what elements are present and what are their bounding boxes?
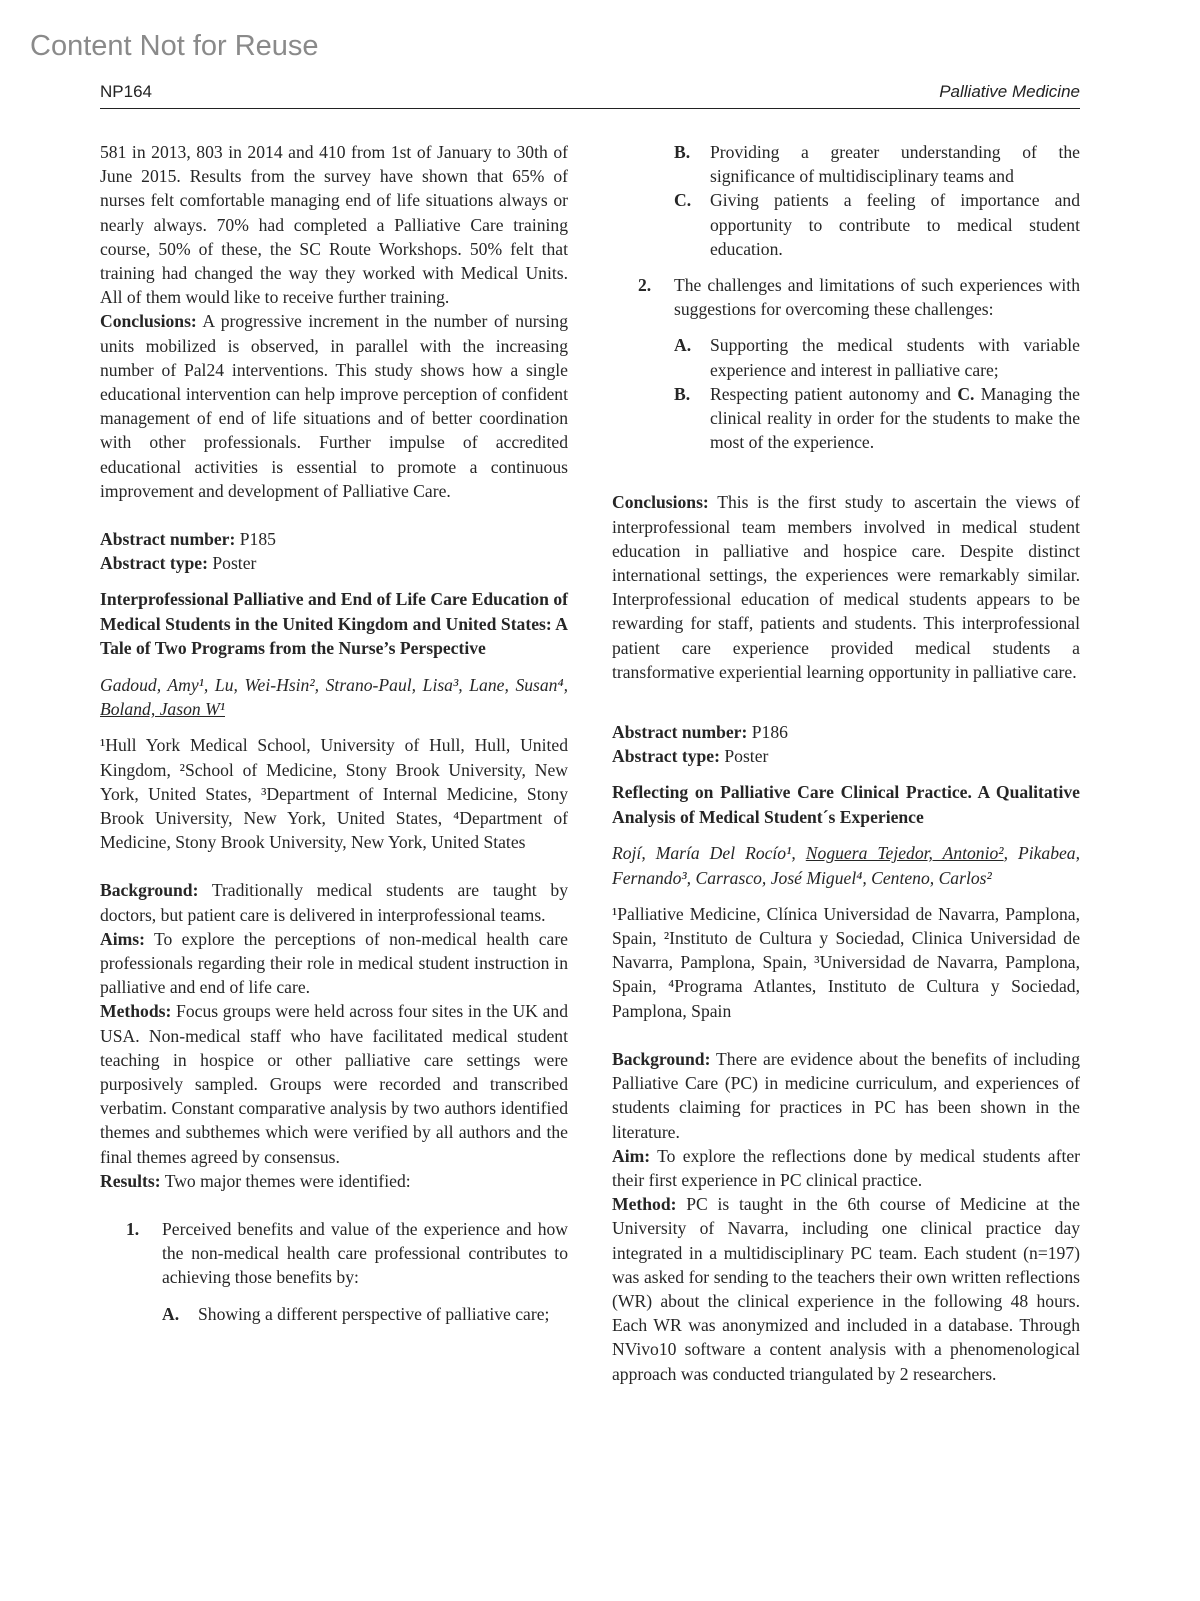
list-subitem-text: Providing a greater understanding of the significance of multidisciplinary teams and [710, 142, 1080, 187]
author-list [100, 673, 568, 721]
watermark: Content Not for Reuse [30, 30, 319, 62]
conclusions-label: Conclusions: [612, 492, 709, 513]
aim-paragraph [612, 1144, 1080, 1192]
right-column [612, 140, 1080, 1386]
presenting-author: Noguera Tejedor, Antonio² [805, 843, 1004, 864]
intro-paragraph: 581 in 2013, 803 in 2014 and 410 from 1st of January to 30th of June 2015. Results from the survey have shown that 65% of nurses felt comfortable managing end of life situations always or nearly always. 70% had completed a Palliative Care training course, 50% of these, the SC Route Workshops. 50% felt that training had changed the way they worked with Medical Units. All of them would like to receive further training. [100, 142, 568, 308]
list-subitem-text-part: Managing the clinical reality in order for the students to make the most of the experience. [710, 383, 1080, 453]
list-number: 1. [126, 1219, 140, 1240]
results-text: Two major themes were identified: [160, 1170, 411, 1191]
list-subitem [612, 333, 1080, 381]
abstract-type [612, 744, 1080, 768]
author-list [612, 841, 1080, 889]
list-letter: B. [674, 383, 691, 404]
abstract-number-value: P186 [747, 722, 788, 743]
abstract-number-label: Abstract number: [612, 722, 748, 743]
aims-paragraph [100, 927, 568, 1000]
list-item [100, 1217, 568, 1290]
list-subitem-text: Showing a different perspective of palliative care; [198, 1303, 550, 1324]
aims-label: Aims: [100, 928, 145, 949]
list-subitem [612, 382, 1080, 455]
authors-text: Rojí, María Del Rocío¹, [612, 843, 806, 864]
abstract-title: Interprofessional Palliative and End of Life Care Education of Medical Students in the United Kingdom and United States: A Tale of Two Programs from the Nurse’s Perspective [100, 589, 568, 659]
list-number: 2. [638, 275, 652, 296]
affiliations: ¹Hull York Medical School, University of Hull, Hull, United Kingdom, ²School of Medicine, Stony Brook University, New York, United States, ³Department of Internal Medicine, Stony Brook University, New York, United States, ⁴Department of Medicine, Stony Brook University, New York, United States [100, 735, 568, 853]
list-item-text: Perceived benefits and value of the experience and how the non-medical health care professional contributes to achieving those benefits by: [162, 1219, 568, 1288]
conclusions-text: This is the first study to ascertain the views of interprofessional team members involved in medical student education in palliative and hospice care. Despite distinct international settings, the experiences were remarkably similar. Interprofessional education of medical students appears to be rewarding for staff, patients and students. This interprofessional patient care experience provided medical students a transformative experiential learning opportunity in palliative care. [612, 492, 1080, 682]
list-subitem [612, 188, 1080, 261]
affiliations: ¹Palliative Medicine, Clínica Universidad de Navarra, Pamplona, Spain, ²Instituto de Cultura y Sociedad, Clinica Universidad de Navarra, Pamplona, Spain, ³Universidad de Navarra, Pamplona, Spain, ⁴Programa Atlantes, Instituto de Cultura y Sociedad, Pamplona, Spain [612, 903, 1080, 1021]
list-letter: A. [162, 1303, 180, 1324]
list-subitem [612, 140, 1080, 188]
conclusions-paragraph [100, 309, 568, 503]
background-text: Traditionally medical students are taught by doctors, but patient care is delivered in interprofessional teams. [100, 880, 568, 925]
authors-text: , Pikabea, Fernando³, Carrasco, José Miguel⁴, Centeno, Carlos² [612, 843, 1081, 888]
list-letter: A. [674, 335, 692, 356]
background-paragraph [612, 1047, 1080, 1144]
results-paragraph [100, 1169, 568, 1193]
method-text: PC is taught in the 6th course of Medicine at the University of Navarra, including one clinical practice day integrated in a multidisciplinary PC team. Each student (n=197) was asked for sending to the teachers their own written reflections (WR) about the clinical experience in the following 48 hours. Each WR was anonymized and included in a database. Through NVivo10 software a content analysis with a phenomenological approach was conducted triangulated by 2 researchers. [612, 1194, 1080, 1384]
results-label: Results: [100, 1170, 161, 1191]
list-subitem-text: Supporting the medical students with variable experience and interest in palliative care; [710, 335, 1080, 380]
abstract-type [100, 551, 568, 575]
authors-text: Gadoud, Amy¹, Lu, Wei-Hsin², Strano-Paul, Lisa³, Lane, Susan⁴, [100, 674, 568, 695]
abstract-type-value: Poster [719, 746, 769, 767]
journal-name: Palliative Medicine [939, 82, 1080, 101]
aim-text: To explore the reflections done by medical students after their first experience in PC clinical practice. [612, 1145, 1080, 1190]
method-paragraph [612, 1192, 1080, 1386]
methods-text: Focus groups were held across four sites in the UK and USA. Non-medical staff who have facilitated medical student teaching in hospice or other palliative care settings were purposively sampled. Groups were recorded and transcribed verbatim. Constant comparative analysis by two authors identified themes and subthemes which were verified by all authors and the final themes agreed by consensus. [100, 1001, 568, 1167]
background-text: There are evidence about the benefits of including Palliative Care (PC) in medicine curriculum, and experiences of students claiming for practices in PC has been shown in the literature. [612, 1048, 1080, 1142]
left-column [100, 140, 568, 1326]
abstract-type-label: Abstract type: [612, 746, 720, 767]
abstract-type-label: Abstract type: [100, 553, 208, 574]
abstract-title: Reflecting on Palliative Care Clinical Practice. A Qualitative Analysis of Medical Student´s Experience [612, 782, 1080, 827]
list-item [612, 273, 1080, 321]
abstract-number-label: Abstract number: [100, 529, 236, 550]
abstract-type-value: Poster [207, 553, 257, 574]
methods-label: Methods: [100, 1001, 172, 1022]
list-item-text: The challenges and limitations of such experiences with suggestions for overcoming these challenges: [674, 275, 1080, 320]
list-subitem-text [710, 382, 1080, 455]
conclusions-label: Conclusions: [100, 311, 197, 332]
list-letter: B. [674, 142, 691, 162]
aims-text: To explore the perceptions of non-medical health care professionals regarding their role in medical student instruction in palliative and end of life care. [100, 928, 568, 998]
list-subitem-text: Giving patients a feeling of importance and opportunity to contribute to medical student education. [710, 190, 1080, 259]
list-letter: C. [674, 190, 692, 211]
abstract-number [612, 720, 1080, 744]
abstract-number-value: P185 [235, 529, 276, 550]
list-subitem-text-part: Respecting patient autonomy and [710, 383, 958, 404]
method-label: Method: [612, 1194, 677, 1215]
background-label: Background: [612, 1048, 711, 1069]
conclusions-paragraph [612, 490, 1080, 684]
page-header [100, 82, 1080, 109]
list-subitem [100, 1302, 568, 1326]
conclusions-text: A progressive increment in the number of nursing units mobilized is observed, in parallel with the increasing number of Pal24 interventions. This study shows how a single educational intervention can help improve perception of confident management of end of life situations and of better coordination with other professionals. Further impulse of accredited educational activities is essential to promote a continuous improvement and development of Palliative Care. [100, 311, 568, 501]
background-paragraph [100, 878, 568, 926]
list-inline-letter: C. [957, 383, 975, 404]
methods-paragraph [100, 999, 568, 1168]
background-label: Background: [100, 880, 199, 901]
abstract-number [100, 527, 568, 551]
presenting-author: Boland, Jason W¹ [100, 699, 225, 720]
page-number: NP164 [100, 82, 152, 101]
aim-label: Aim: [612, 1145, 651, 1166]
